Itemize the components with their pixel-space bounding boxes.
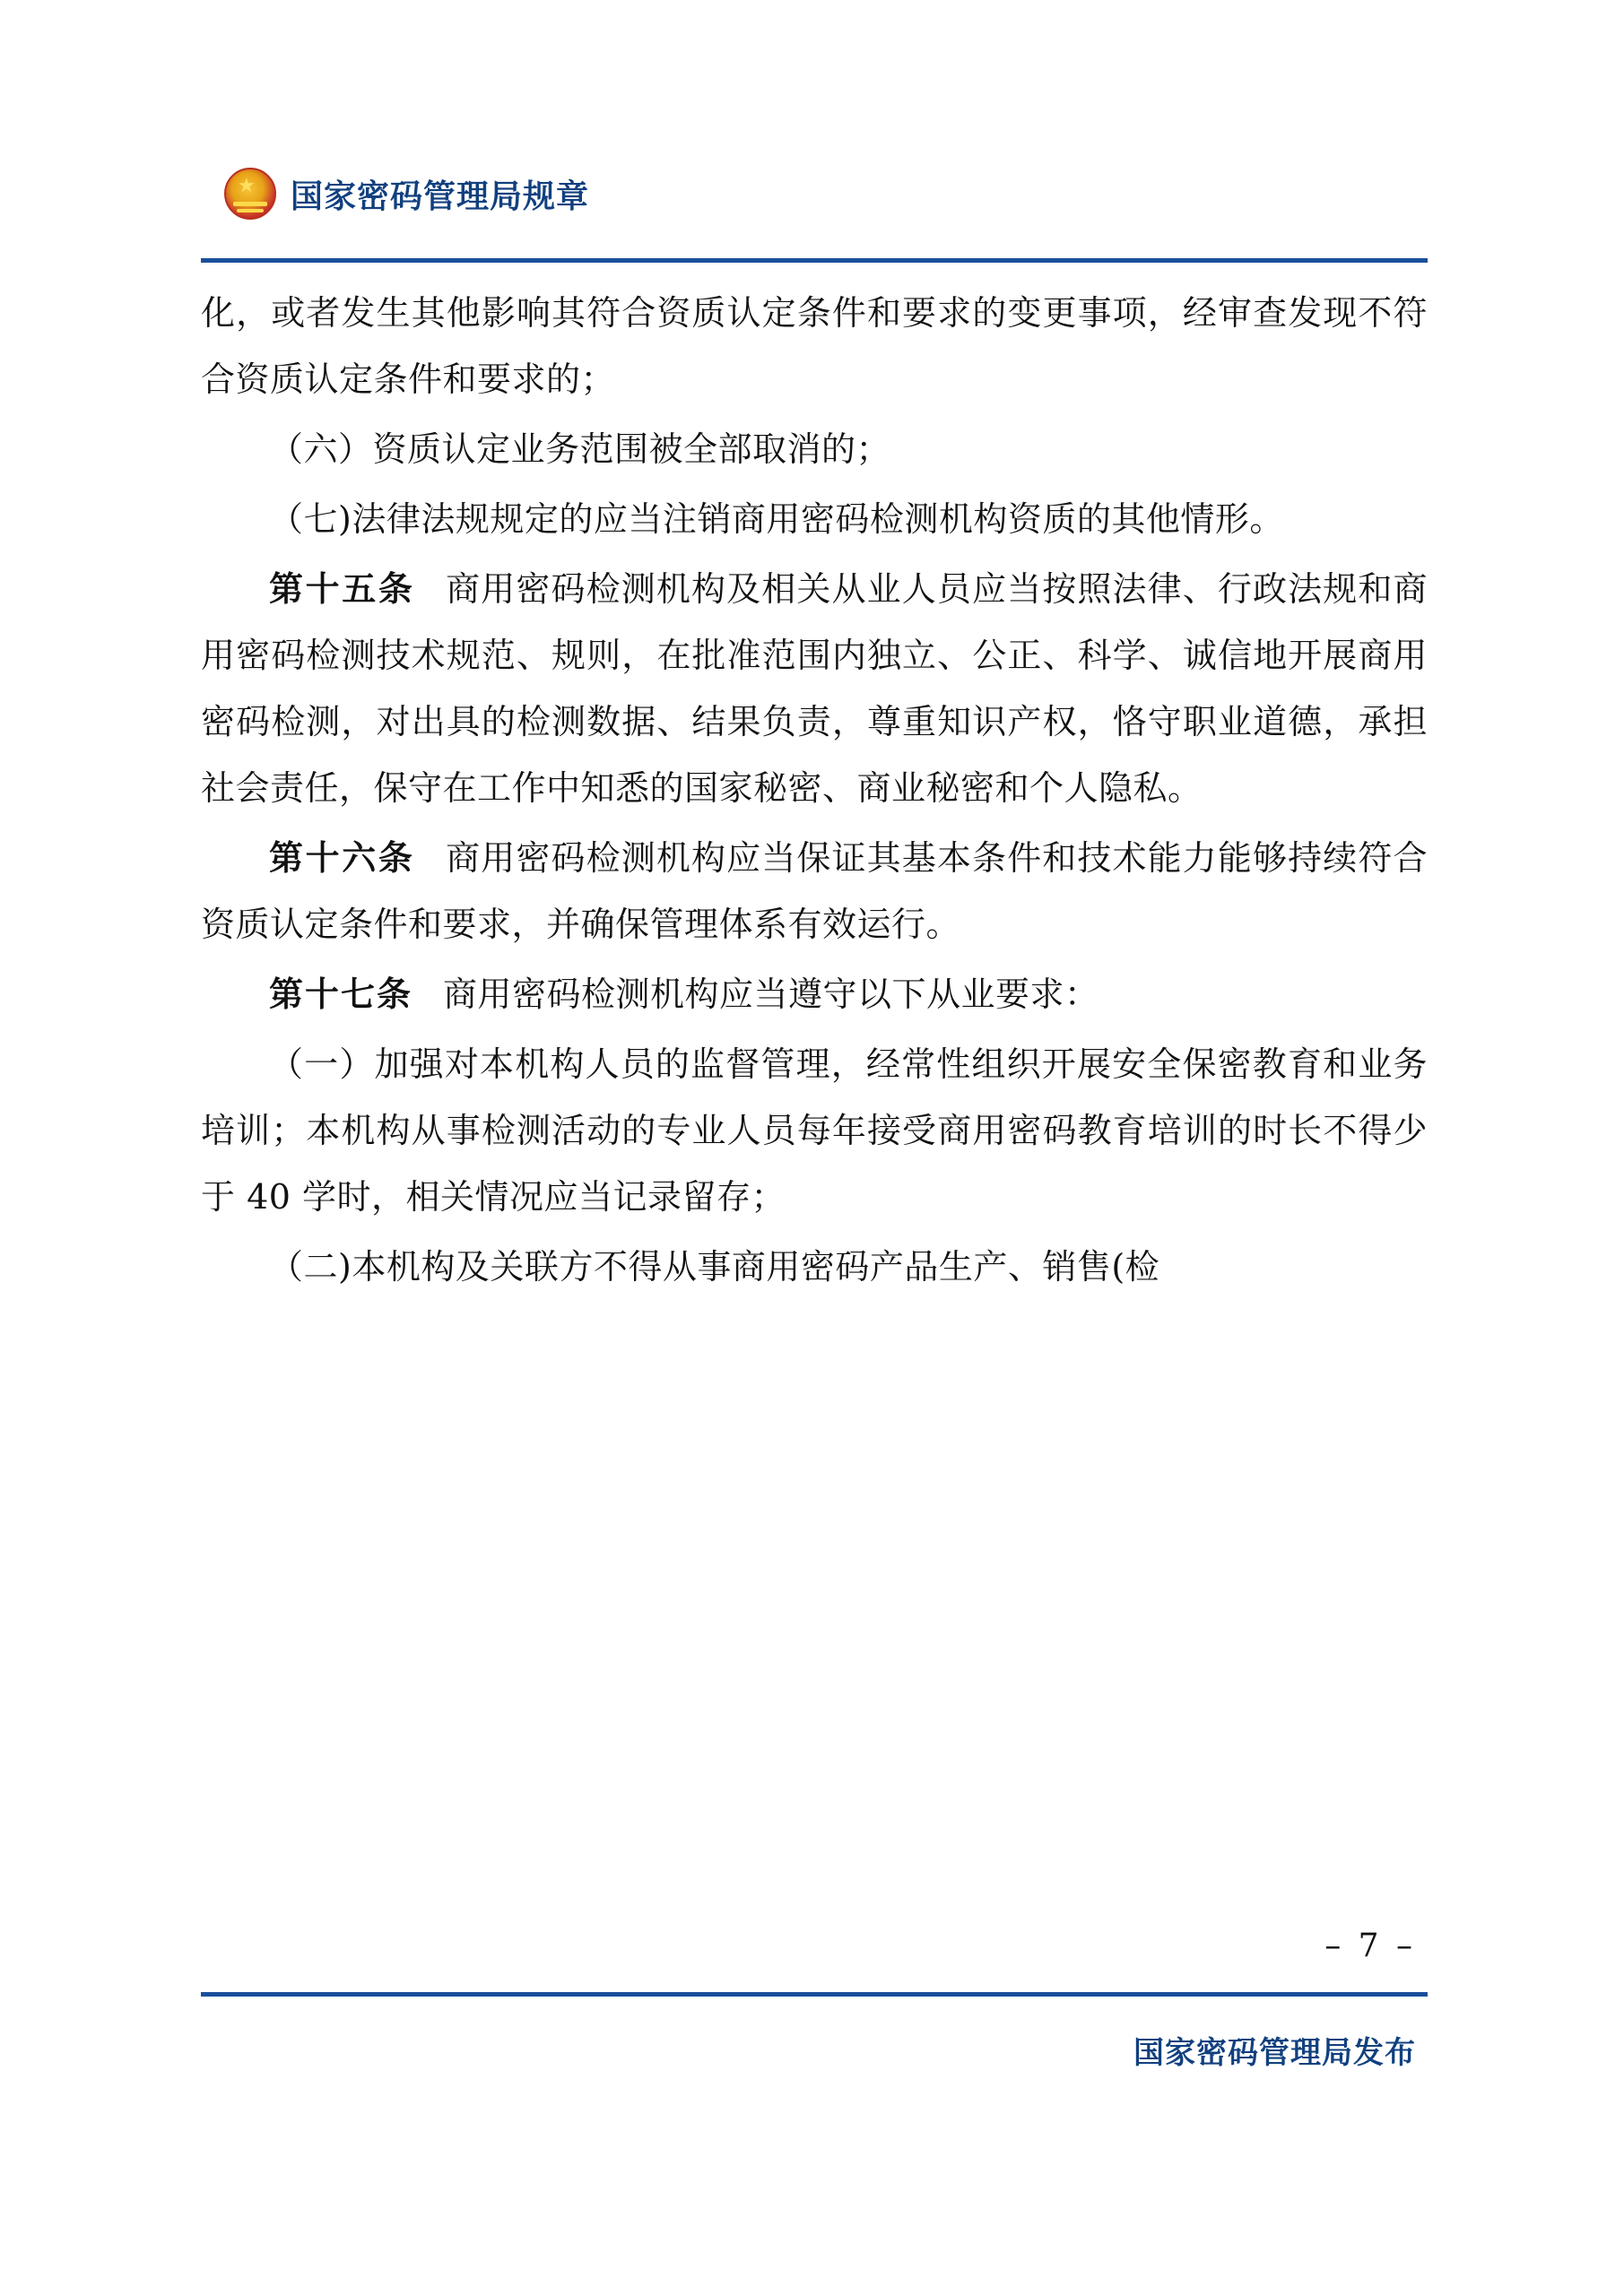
article-fifteen [201,556,1428,821]
document-header [222,166,1404,221]
article-seventeen-label: 第十七条 [269,974,413,1014]
article-seventeen [201,961,1428,1027]
national-emblem-icon: ★ [222,166,278,221]
article-sixteen-label: 第十六条 [269,837,415,878]
page-number: – 7 – [1324,1928,1416,1964]
article-fifteen-text: 商用密码检测机构及相关从业人员应当按照法律、行政法规和商用密码检测技术规范、规则，在批准范围内独立、公正、科学、诚信地开展商用密码检测，对出具的检测数据、结果负责，尊重知识产权，恪守职业道德，承担社会责任，保守在工作中知悉的国家秘密、商业秘密和个人隐私。 [201,569,1428,808]
article-fifteen-label: 第十五条 [269,568,415,609]
header-divider [201,258,1428,263]
document-body [201,280,1428,1304]
header-title: 国家密码管理局规章 [291,178,590,215]
paragraph-continued: 化，或者发生其他影响其符合资质认定条件和要求的变更事项，经审查发现不符合资质认定条件和要求的； [201,293,1428,399]
footer-divider [201,1992,1428,1997]
footer-issuer: 国家密码管理局发布 [1133,2035,1416,2071]
list-item-six: （六）资质认定业务范围被全部取消的； [269,429,891,469]
list-item-one: （一）加强对本机构人员的监督管理，经常性组织开展安全保密教育和业务培训；本机构从事检测活动的专业人员每年接受商用密码教育培训的时长不得少于 40 学时，相关情况应当记录留存； [201,1044,1428,1217]
list-item-seven: （七)法律法规规定的应当注销商用密码检测机构资质的其他情形。 [269,499,1284,539]
article-seventeen-text: 商用密码检测机构应当遵守以下从业要求： [443,975,1099,1014]
article-sixteen-text: 商用密码检测机构应当保证其基本条件和技术能力能够持续符合资质认定条件和要求，并确保管理体系有效运行。 [201,838,1428,944]
article-sixteen [201,825,1428,957]
list-item-two: （二)本机构及关联方不得从事商用密码产品生产、销售(检 [269,1247,1160,1287]
